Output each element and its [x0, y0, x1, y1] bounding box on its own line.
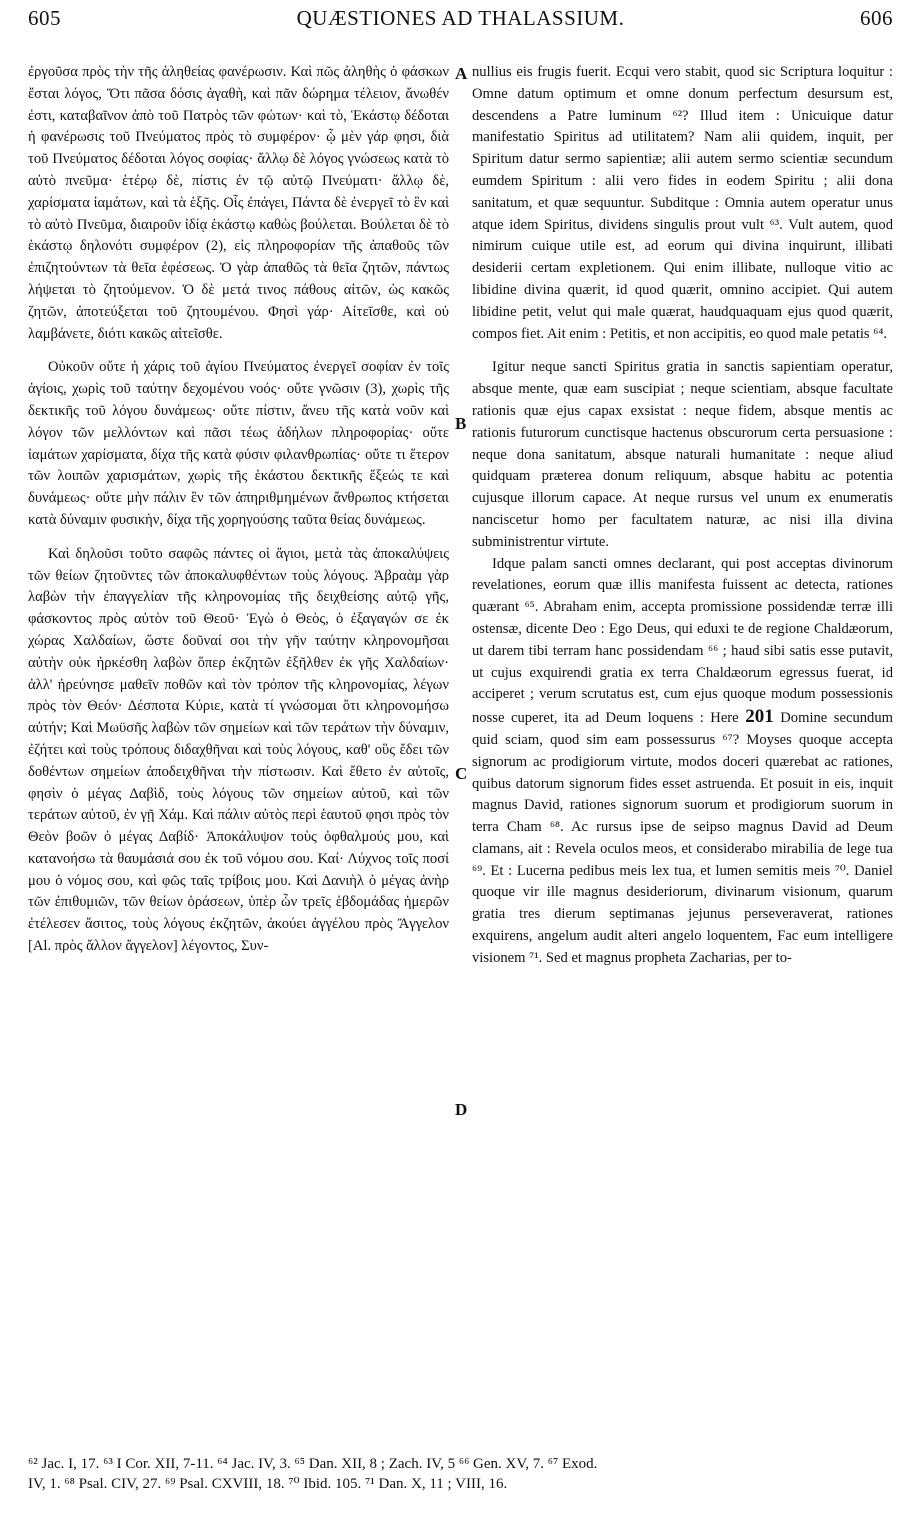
latin-paragraph-3-part-1: Idque palam sancti omnes declarant, qui post acceptas divinorum revelationes, eorum quæ illis manifesta fuissent ac detecta, rationes quærant ⁶⁵. Abraham enim, accepta promissione possidendæ terræ illi ostensæ, dicente Deo : Ego Deus, qui eduxi te de regione Chaldæorum, ut darem tibi terram hanc possidendam ⁶⁶ ; haud sibi satis esse putavit, ut cujus exquirendi gratia ex terra Chaldæorum egressus fuerat, id acciperet ; verum scrutatus est, cum ejus quoque modum possessionis nosse cuperet, ita ad Deum loquens : Here — [472, 555, 893, 727]
running-title: QUÆSTIONES AD THALASSIUM. — [296, 6, 625, 30]
running-header — [28, 6, 893, 40]
latin-paragraph-1: nullius eis frugis fuerit. Ecqui vero stabit, quod sic Scriptura loquitur : Omne datum optimum et omne donum perfectum desursum est, descendens a Patre luminum ⁶²? Illud item : Unicuique datur manifestatio Spiritus ad utilitatem? Nam alii quidem, inquit, per Spiritum datur sermo sapientiæ; alii autem sermo scientiæ secundum eumdem Spiritum : alii vero fides in eodem Spiritu ; alii dona sanitatum, et quæ sequuntur. Subditque : Omnia autem operatur unus atque idem Spiritus, dividens singulis prout vult ⁶³. Vult autem, quod nimirum cuique utile est, ad eorum qui divina inquirunt, illibati desiderii certam expletionem. Qui enim illibate, nulloque vitio ac libidine divina quærit, id quod quærit, omnino accipiet. Qui autem libidine petit, velut qui male quærat, haudquaquam ejus quod quærit, compos fiet. Ait enim : Petitis, et non accipitis, eo quod male petatis ⁶⁴. — [472, 64, 893, 342]
greek-paragraph-1: ἐργοῦσα πρὸς τὴν τῆς ἀληθείας φανέρωσιν. Καὶ πῶς ἀληθὴς ὁ φάσκων ἔσται λόγος, Ὅτι πᾶσα δόσις ἀγαθὴ, καὶ πᾶν δώρημα τέλειον, ἄνωθέν ἐστι, καταβαῖνον ἀπὸ τοῦ Πατρὸς τῶν φώτων· καὶ τὸ, Ἑκάστῳ δέδοται ἡ φανέρωσις τοῦ Πνεύματος πρὸς τὸ συμφέρον· ᾧ μὲν γάρ φησι, διὰ τοῦ Πνεύματος δέδοται λόγος σοφίας· ἄλλῳ δὲ λόγος γνώσεως κατὰ τὸ αὐτὸ πνεῦμα· ἑτέρῳ δὲ, πίστις ἐν τῷ αὐτῷ Πνεύματι· ἄλλῳ δὲ, χαρίσματα ἰαμάτων, καὶ τὰ ἑξῆς. Οἷς ἐπάγει, Πάντα δὲ ἐνεργεῖ τὸ ἓν καὶ τὸ αὐτὸ Πνεῦμα, διαιροῦν ἰδίᾳ ἑκάστῳ καθὼς βούλεται. Βούλεται δὲ τὸ ἑκάστῳ δηλονότι συμφέρον (2), εἰς πληροφορίαν τῆς ἀπαθοῦς τῶν ἐπιζητούντων τὰ θεῖα ἐφέσεως. Ὁ γὰρ ἀπαθῶς τὰ θεῖα ζητῶν, πάντως λήψεται τὸ ζητούμενον. Ὁ δὲ μετά τινος πάθους αἰτῶν, ὡς κακῶς ζητῶν, ἀποτεύξεται τοῦ ζητουμένου. Φησὶ γάρ· Αἰτεῖσθε, καὶ οὐ λαμβάνετε, διότι κακῶς αἰτεῖσθε. — [28, 64, 449, 342]
latin-paragraph-3-part-2: Domine secundum quid sciam, quod sim eam possessurus ⁶⁷? Moyses quoque accepta signorum ac prodigiorum virtute, modos doceri quærebat ac rationes, quibus datorum signorum fides esset astruenda. Et posuit in eis, inquit magnus David, rationes signorum suorum et prodigiorum suorum in terra Cham ⁶⁸. Ac rursus ipse de seipso magnus David ad Deum clamans, ait : Revela oculos meos, et considerabo mirabilia de lege tua ⁶⁹. Et : Lucerna pedibus meis lex tua, et lumen semitis meis ⁷⁰. Daniel quoque vir ille magnus desideriorum, divinarum visionum, quarum gratia tres dierum septimanas jejunus perseveraverat, rationes exquirens, angelum audit alteri angelo loquentem, Fac eum intelligere visionem ⁷¹. Sed et magnus propheta Zacharias, per to- — [472, 710, 893, 966]
page-number-right: 606 — [860, 6, 893, 30]
greek-paragraph-3: Καὶ δηλοῦσι τοῦτο σαφῶς πάντες οἱ ἅγιοι, μετὰ τὰς ἀποκαλύψεις τῶν θείων ζητοῦντες τῶν ἀποκαλυφθέντων τοὺς λόγους. Ἀβραὰμ γὰρ λαβὼν τὴν ἐπαγγελίαν τῆς κληρονομίας τῆς δειχθείσης αὐτῷ γῆς, φάσκοντος πρὸς αὐτὸν τοῦ Θεοῦ· Ἐγὼ ὁ Θεὸς, ὁ ἐξαγαγών σε ἐκ χώρας Χαλδαίων, ὥστε δοῦναί σοι τὴν γῆν ταύτην κληρονομῆσαι αὐτὴν οὐκ ἠρκέσθη λαβὼν ὅπερ ἐκζητῶν ἐξῆλθεν ἐκ γῆς Χαλδαίων· ἀλλ' ἠρεύνησε μαθεῖν ποθῶν καὶ τὸν τρόπον τῆς κληρονομίας, λέγων πρὸς τὸν Θεόν· Δέσποτα Κύριε, κατὰ τί γνώσομαι ὅτι κληρονομήσω αὐτήν; Καὶ Μωϋσῆς λαβὼν τῶν σημείων καὶ τῶν τεράτων τὴν δύναμιν, ἐζήτει καὶ τοὺς τρόπους διδαχθῆναι καὶ τοὺς λόγους, καθ' οὓς ἔδει τῶν δοθέντων σημείων ἀποδειχθῆναι τὴν πίστωσιν. Καὶ ἔθετο ἐν αὐτοῖς, φησὶν ὁ μέγας Δαβὶδ, τοὺς λόγους τῶν σημείων αὐτοῦ, καὶ τῶν τεράτων αὐτοῦ, ἐν γῇ Χάμ. Καὶ πάλιν αὐτὸς περὶ ἑαυτοῦ φησι πρὸς τὸν Θεὸν βοῶν ὁ μέγας Δαβίδ· Ἀποκάλυψον τοὺς ὀφθαλμούς μου, καὶ κατανοήσω τὰ θαυμάσιά σου ἐκ τοῦ νόμου σου. Καί· Λύχνος τοῖς ποσί μου ὁ νόμος σου, καὶ φῶς ταῖς τρίβοις μου. Καὶ Δανιὴλ ὁ μέγας ἀνὴρ τῶν ἐπιθυμιῶν, τῶν θείων ὁράσεων, ὑπὲρ ὧν τρεῖς ἑβδομάδας ἡμερῶν ἐτέλεσεν ἄσιτος, τοὺς λόγους ἐκζητῶν, ἀκούει ἀγγέλου πρὸς Ἄγγελον [Al. πρὸς ἄλλον ἄγγελον] λέγοντος, Συν- — [28, 545, 449, 955]
footnote-line-1: ⁶² Jac. I, 17. ⁶³ I Cor. XII, 7-11. ⁶⁴ Jac. IV, 3. ⁶⁵ Dan. XII, 8 ; Zach. IV, 5 ⁶⁶ Gen. XV, 7. ⁶⁷ Exod. — [28, 1456, 598, 1472]
latin-column — [472, 62, 893, 970]
greek-paragraph-2: Οὐκοῦν οὔτε ἡ χάρις τοῦ ἁγίου Πνεύματος ἐνεργεῖ σοφίαν ἐν τοῖς ἁγίοις, χωρὶς τοῦ ταύτην δεχομένου νοός· οὔτε γνῶσιν (3), χωρὶς τῆς δεκτικῆς τοῦ λόγου δυνάμεως· οὔτε πίστιν, ἄνευ τῆς κατὰ νοῦν καὶ λόγον τῶν μελλόντων καὶ πᾶσι τέως ἀδήλων πληροφορίας· οὔτε ἰαμάτων χαρίσματα, δίχα τῆς κατὰ φύσιν φιλανθρωπίας· οὔτε τι ἕτερον τῶν λοιπῶν χαρισμάτων, χωρὶς τῆς ἑκάστου δεκτικῆς ἕξεώς τε καὶ δυνάμεως· οὔτε μὴν πάλιν ἓν τῶν ἀπηριθμημένων ἄνθρωπος κτήσεται κατὰ δύναμιν φυσικὴν, δίχα τῆς χορηγούσης ταῦτα θείας δυνάμεως. — [28, 359, 449, 528]
column-number-201: 201 — [745, 706, 774, 728]
latin-paragraph-2: Igitur neque sancti Spiritus gratia in sanctis sapientiam operatur, absque mente, quæ eam suscipiat ; neque scientiam, absque facultate rationis quæ ejus capax exsistat : neque fidem, absque mentis ac rationis futurorum cunctisque hactenus obscurorum certa persuasione : neque dona sanitatum, absque naturali humanitate : neque aliud quidquam præterea donum reliquum, absque habitu ac potentia cujusque illorum capace. At neque rursus vel unum ex enumeratis nanciscetur homo per facultatem naturæ, ac nisi illa divina subministrentur virtute. — [472, 359, 893, 550]
section-marker-a: A — [455, 64, 468, 83]
section-marker-c: C — [455, 764, 468, 783]
section-marker-b: B — [455, 414, 467, 433]
greek-column — [28, 62, 449, 958]
footnote-line-2: IV, 1. ⁶⁸ Psal. CIV, 27. ⁶⁹ Psal. CXVIII, 18. ⁷⁰ Ibid. 105. ⁷¹ Dan. X, 11 ; VIII, 16. — [28, 1476, 508, 1492]
page-number-left: 605 — [28, 6, 61, 30]
latin-paragraph-3 — [472, 554, 893, 970]
section-marker-d: D — [455, 1100, 468, 1119]
footnotes — [28, 1454, 893, 1494]
